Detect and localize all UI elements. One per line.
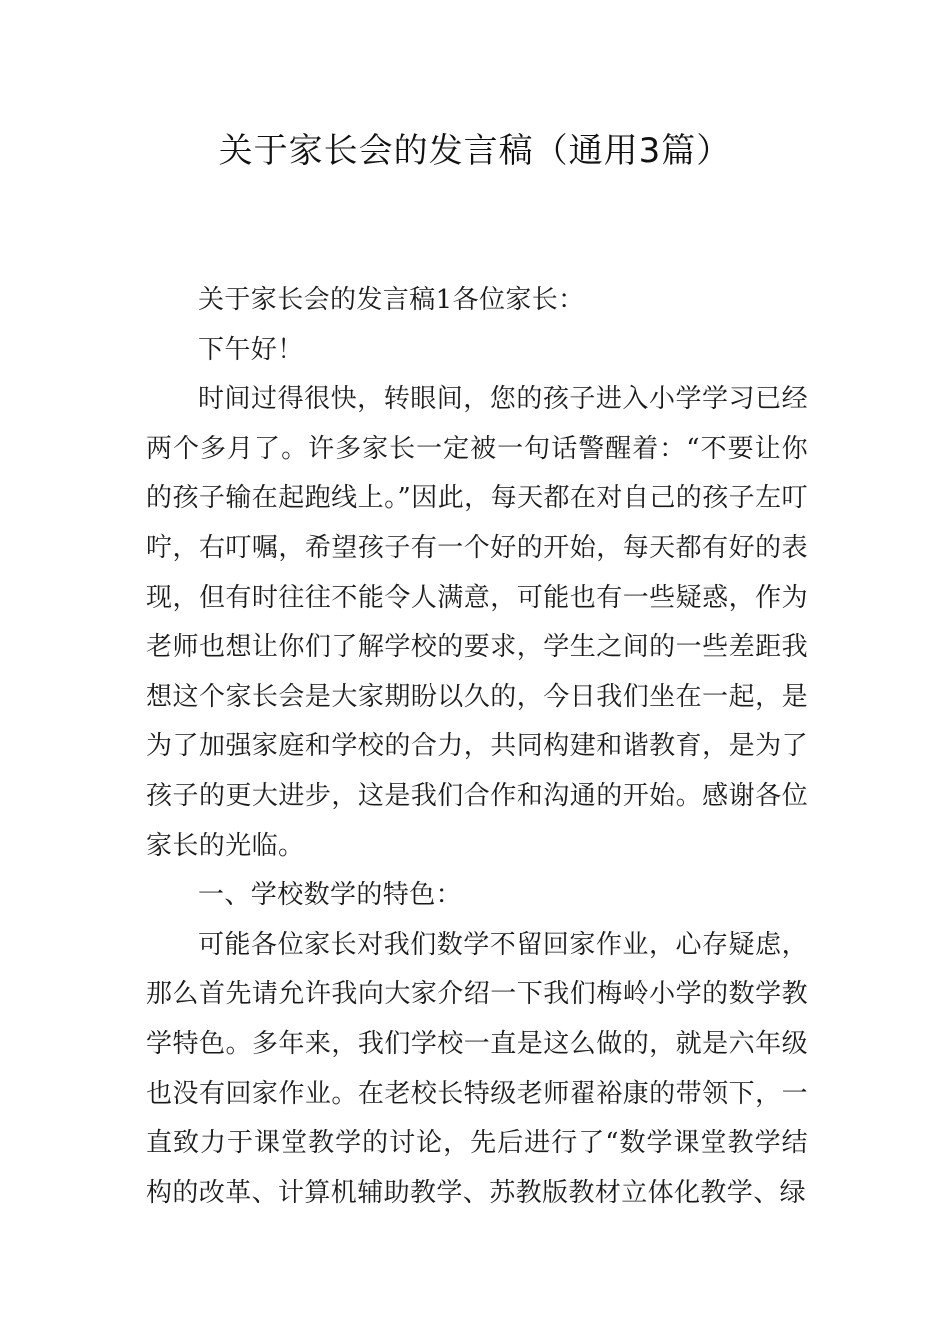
paragraph-greeting: 下午好！ [198, 334, 304, 365]
section-heading-math-features: 一、学校数学的特色： [198, 880, 463, 911]
paragraph-greeting-heading: 关于家长会的发言稿1各位家长： [198, 285, 585, 315]
document-title: 关于家长会的发言稿（通用3篇） [218, 131, 732, 171]
paragraph-intro: 时间过得很快，转眼间，您的孩子进入小学学习已经两个多月了。许多家长一定被一句话警醒着：“不要让你的孩子输在起跑线上。”因此，每天都在对自己的孩子左叮咛，右叮嘱，希望孩子有一个好的开始，每天都有好的表现，但有时往往不能令人满意，可能也有一些疑惑，作为老师也想让你们了解学校的要求，学生之间的一些差距我想这个家长会是大家期盼以久的，今日我们坐在一起，是为了加强家庭和学校的合力，共同构建和谐教育，是为了孩子的更大进步，这是我们合作和沟通的开始。感谢各位家长的光临。 [146, 384, 808, 861]
document-body [146, 276, 808, 1218]
paragraph-math-features: 可能各位家长对我们数学不留回家作业，心存疑虑，那么首先请允许我向大家介绍一下我们梅岭小学的数学教学特色。多年来，我们学校一直是这么做的，就是六年级也没有回家作业。在老校长特级老师翟裕康的带领下，一直致力于课堂教学的讨论，先后进行了“数学课堂教学结构的改革、计算机辅助教学、苏教版教材立体化教学、绿 [146, 929, 808, 1208]
